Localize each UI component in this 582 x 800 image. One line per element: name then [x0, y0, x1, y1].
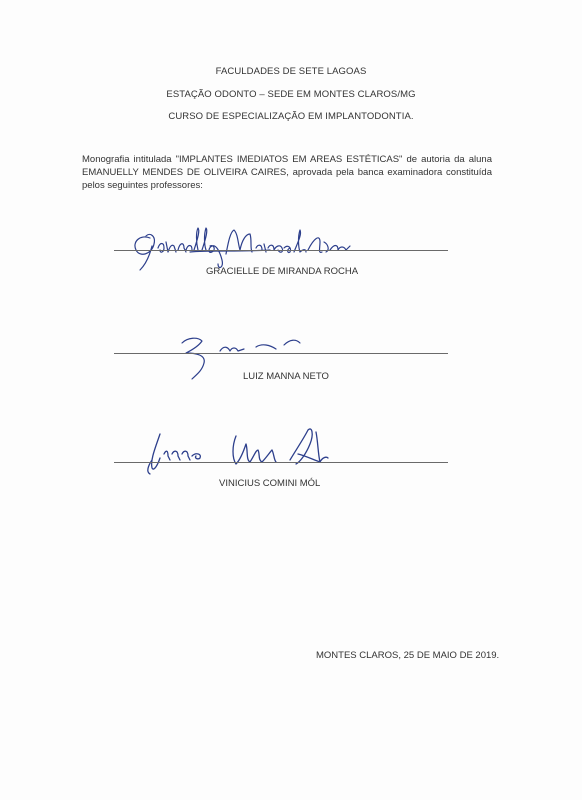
- signature-block-2: [0, 325, 582, 415]
- campus-name: ESTAÇÃO ODONTO – SEDE EM MONTES CLAROS/MG: [166, 89, 416, 100]
- signature-rule-1: [114, 250, 448, 251]
- course-name: CURSO DE ESPECIALIZAÇÃO EM IMPLANTODONTIA.: [168, 111, 414, 122]
- examiner-name-1: GRACIELLE DE MIRANDA ROCHA: [206, 266, 359, 277]
- place-and-date: MONTES CLAROS, 25 DE MAIO DE 2019.: [316, 650, 500, 661]
- signature-block-1: [0, 220, 582, 310]
- signature-rule-2: [114, 353, 448, 354]
- examiner-name-3: VINICIUS COMINI MÓL: [219, 478, 321, 489]
- approval-paragraph: Monografia intitulada "IMPLANTES IMEDIATOS EM AREAS ESTÉTICAS" de autoria da aluna EMANUELLY MENDES DE OLIVEIRA CAIRES, aprovada pela banca examinadora constituída pelos seguintes professores:: [82, 154, 492, 191]
- examiner-name-2: LUIZ MANNA NETO: [243, 371, 329, 382]
- signature-block-3: [0, 420, 582, 510]
- signature-rule-3: [114, 462, 448, 463]
- institution-name: FACULDADES DE SETE LAGOAS: [215, 66, 367, 77]
